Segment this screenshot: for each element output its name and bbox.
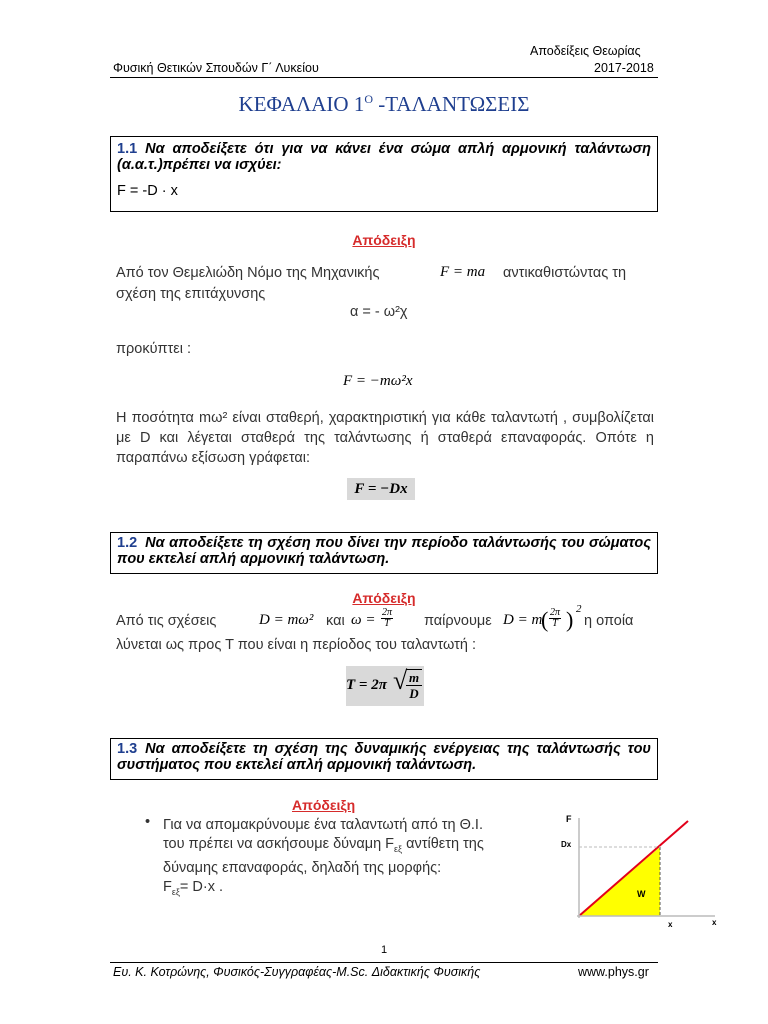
question-number: 1.1 (117, 141, 138, 157)
question-number: 1.2 (117, 535, 138, 551)
footer-author: Ευ. Κ. Κοτρώνης, Φυσικός-Συγγραφέας-M.Sc. Διδακτικής Φυσικής (113, 965, 481, 979)
question-formula: F = -D · x (117, 183, 178, 199)
x-tick-label: x (668, 920, 673, 929)
equation-force-momega: F = −mω²x (343, 373, 413, 389)
y-axis-label: F (566, 814, 572, 824)
proof-heading-2: Απόδειξη (352, 590, 416, 606)
proof2-line1: Από τις σχέσεις D = mω² και ω = $\frac{2\pi}{T}$ παίρνουμε D = m ( $\frac{2\pi}{T}$ ) 2 η οποία (116, 603, 634, 632)
page-number: 1 (380, 944, 388, 956)
bullet-marker: • (145, 814, 151, 830)
period-formula: T = 2π √ $\frac{m}{D}$ (346, 666, 424, 706)
footer-rule (110, 962, 658, 963)
question-text: Να αποδείξετε τη σχέση της δυναμικής ενέργειας της ταλάντωσής του συστήματος που εκτελεί απλή αρμονική ταλάντωση. (117, 741, 651, 773)
footer-website[interactable]: www.phys.gr (578, 965, 649, 979)
x-axis-label: x (712, 918, 717, 927)
question-box-1-2 (110, 532, 658, 574)
proof1-line1: Από τον Θεμελιώδη Νόμο της Μηχανικής (116, 265, 380, 281)
area-label: W (637, 889, 646, 899)
proof-heading-3: Απόδειξη (292, 797, 356, 813)
proof-heading-1: Απόδειξη (352, 232, 416, 248)
header-rule (110, 77, 658, 78)
proof1-line2: σχέση της επιτάχυνσης (116, 286, 266, 302)
proof1-line1-end: αντικαθιστώντας τη (503, 265, 627, 281)
header-year: 2017-2018 (594, 61, 654, 75)
header-subject: Φυσική Θετικών Σπουδών Γ΄ Λυκείου (113, 61, 319, 75)
question-text: Να αποδείξετε ότι για να κάνει ένα σώμα απλή αρμονική ταλάντωση (α.α.τ.)πρέπει να ισχύει: (117, 141, 651, 173)
newton-law-formula: F = ma (440, 264, 486, 280)
header-doc-type: Αποδείξεις Θεωρίας (530, 44, 641, 58)
question-text: Να αποδείξετε τη σχέση που δίνει την περίοδο ταλάντωσής του σώματος που εκτελεί απλή αρμονική ταλάντωση. (117, 535, 651, 567)
proof1-paragraph: Η ποσότητα mω² είναι σταθερή, χαρακτηριστική για κάθε ταλαντωτή , συμβολίζεται με D και λέγεται σταθερά της ταλάντωσης ή σταθερά επαναφοράς. Οπότε η παραπάνω εξίσωση γράφεται: (116, 410, 654, 466)
proof2-line2: λύνεται ως προς Τ που είναι η περίοδος του ταλαντωτή : (116, 637, 476, 653)
question-box-1-1 (110, 136, 658, 212)
chapter-title: ΚΕΦΑΛΑΙΟ $1^O$ -ΤΑΛΑΝΤΩΣΕΙΣ (238, 92, 530, 116)
equation-f-dx: F = −Dx (347, 478, 415, 500)
acceleration-formula: α = - ω²χ (350, 304, 408, 320)
proof1-results: προκύπτει : (116, 341, 191, 357)
bullet-text: Για να απομακρύνουμε ένα ταλαντωτή από τη Θ.Ι. του πρέπει να ασκήσουμε δύναμη $F_{\varepsilon\xi}$ αντίθετη της δύναμης επαναφοράς, δηλαδή της μορφής: $F_{\varepsilon\xi}= D\cdot x$ . (163, 817, 484, 897)
question-box-1-3 (110, 738, 658, 780)
dx-label: Dx (561, 840, 572, 849)
question-number: 1.3 (117, 741, 138, 757)
force-displacement-graph (560, 806, 730, 934)
